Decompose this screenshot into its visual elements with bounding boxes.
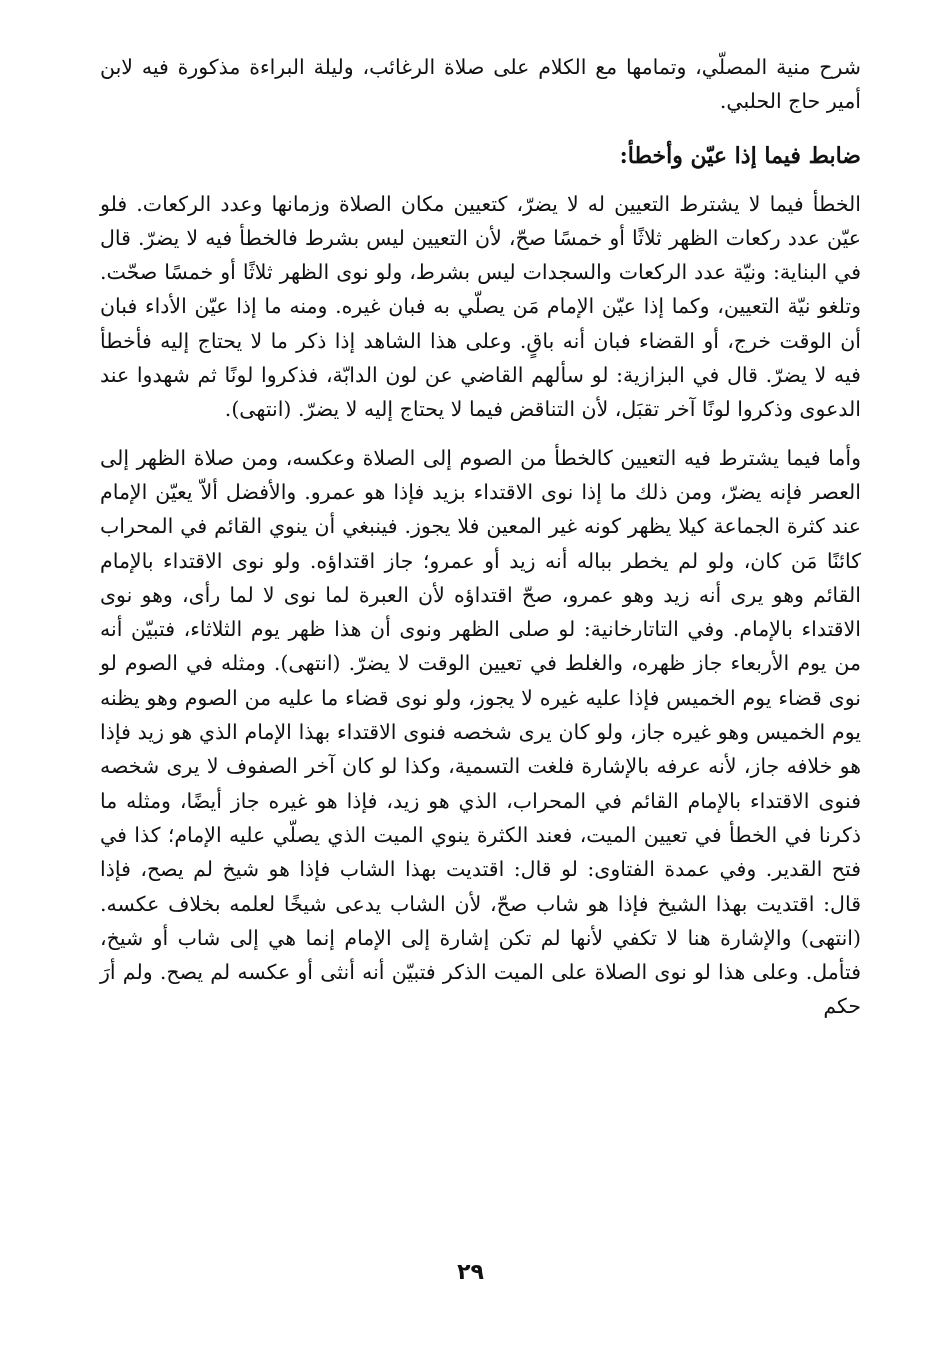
body-paragraph-1: الخطأ فيما لا يشترط التعيين له لا يضرّ، كتعيين مكان الصلاة وزمانها وعدد الركعات. فلو عيّن عدد ركعات الظهر ثلاثًا أو خمسًا صحّ، لأن التعيين ليس بشرط فالخطأ فيه لا يضرّ. قال في البناية: ونيّة عدد الركعات والسجدات ليس بشرط، ولو نوى الظهر ثلاثًا أو خمسًا صحّت. وتلغو نيّة التعيين، وكما إذا عيّن الإمام مَن يصلّي به فبان غيره. ومنه ما إذا عيّن الأداء فبان أن الوقت خرج، أو القضاء فبان أنه باقٍ. وعلى هذا الشاهد إذا ذكر ما لا يحتاج إليه فأخطأ فيه لا يضرّ. قال في البزازية: لو سألهم القاضي عن لون الدابّة، فذكروا لونًا ثم شهدوا عند الدعوى وذكروا لونًا آخر تقبَل، لأن التناقض فيما لا يحتاج إليه لا يضرّ. (انتهى). bbox=[100, 191, 861, 422]
body-paragraph-2: وأما فيما يشترط فيه التعيين كالخطأ من الصوم إلى الصلاة وعكسه، ومن صلاة الظهر إلى العصر فإنه يضرّ، ومن ذلك ما إذا نوى الاقتداء بزيد فإذا هو عمرو. والأفضل ألاّ يعيّن الإمام عند كثرة الجماعة كيلا يظهر كونه غير المعين فلا يجوز. فينبغي أن ينوي القائم في المحراب كائنًا مَن كان، ولو لم يخطر بباله أنه زيد أو عمرو؛ جاز اقتداؤه. ولو نوى الاقتداء بالإمام القائم وهو يرى أنه زيد وهو عمرو، صحّ اقتداؤه لأن العبرة لما نوى لا لما رأى، وهو نوى الاقتداء بالإمام. وفي التاتارخانية: لو صلى الظهر ونوى أن هذا ظهر يوم الثلاثاء، فتبيّن أنه من يوم الأربعاء جاز ظهره، والغلط في تعيين الوقت لا يضرّ. (انتهى). ومثله في الصوم لو نوى قضاء يوم الخميس فإذا عليه غيره لا يجوز، ولو نوى قضاء ما عليه من الصوم وهو يظنه يوم الخميس وهو غيره جاز، ولو كان يرى شخصه فنوى الاقتداء بهذا الإمام الذي هو زيد فإذا هو خلافه جاز، لأنه عرفه بالإشارة فلغت التسمية، وكذا لو كان آخر الصفوف لا يرى شخصه فنوى الاقتداء بالإمام القائم في المحراب، الذي هو زيد، فإذا هو غيره جاز أيضًا، ومثله ما ذكرنا في الخطأ في تعيين الميت، فعند الكثرة ينوي الميت الذي يصلّي عليه الإمام؛ كذا في فتح القدير. وفي عمدة الفتاوى: لو قال: اقتديت بهذا الشاب فإذا هو شيخ لم يصح، فإذا قال: اقتديت بهذا الشيخ فإذا هو شاب صحّ، لأن الشاب يدعى شيخًا لعلمه بخلاف عكسه. (انتهى) والإشارة هنا لا تكفي لأنها لم تكن إشارة إلى الإمام إنما هي إلى شاب أو شيخ، فتأمل. وعلى هذا لو نوى الصلاة على الميت الذكر فتبيّن أنه أنثى أو عكسه لم يصح. ولم أرَ حكم bbox=[100, 445, 861, 1019]
intro-paragraph: شرح منية المصلّي، وتمامها مع الكلام على صلاة الرغائب، وليلة البراءة مذكورة فيه لابن أمير حاج الحلبي. bbox=[100, 55, 861, 114]
page-body bbox=[100, 50, 861, 1024]
page-number: ٢٩ bbox=[457, 1260, 484, 1285]
section-heading: ضابط فيما إذا عيّن وأخطأ: bbox=[619, 142, 861, 169]
